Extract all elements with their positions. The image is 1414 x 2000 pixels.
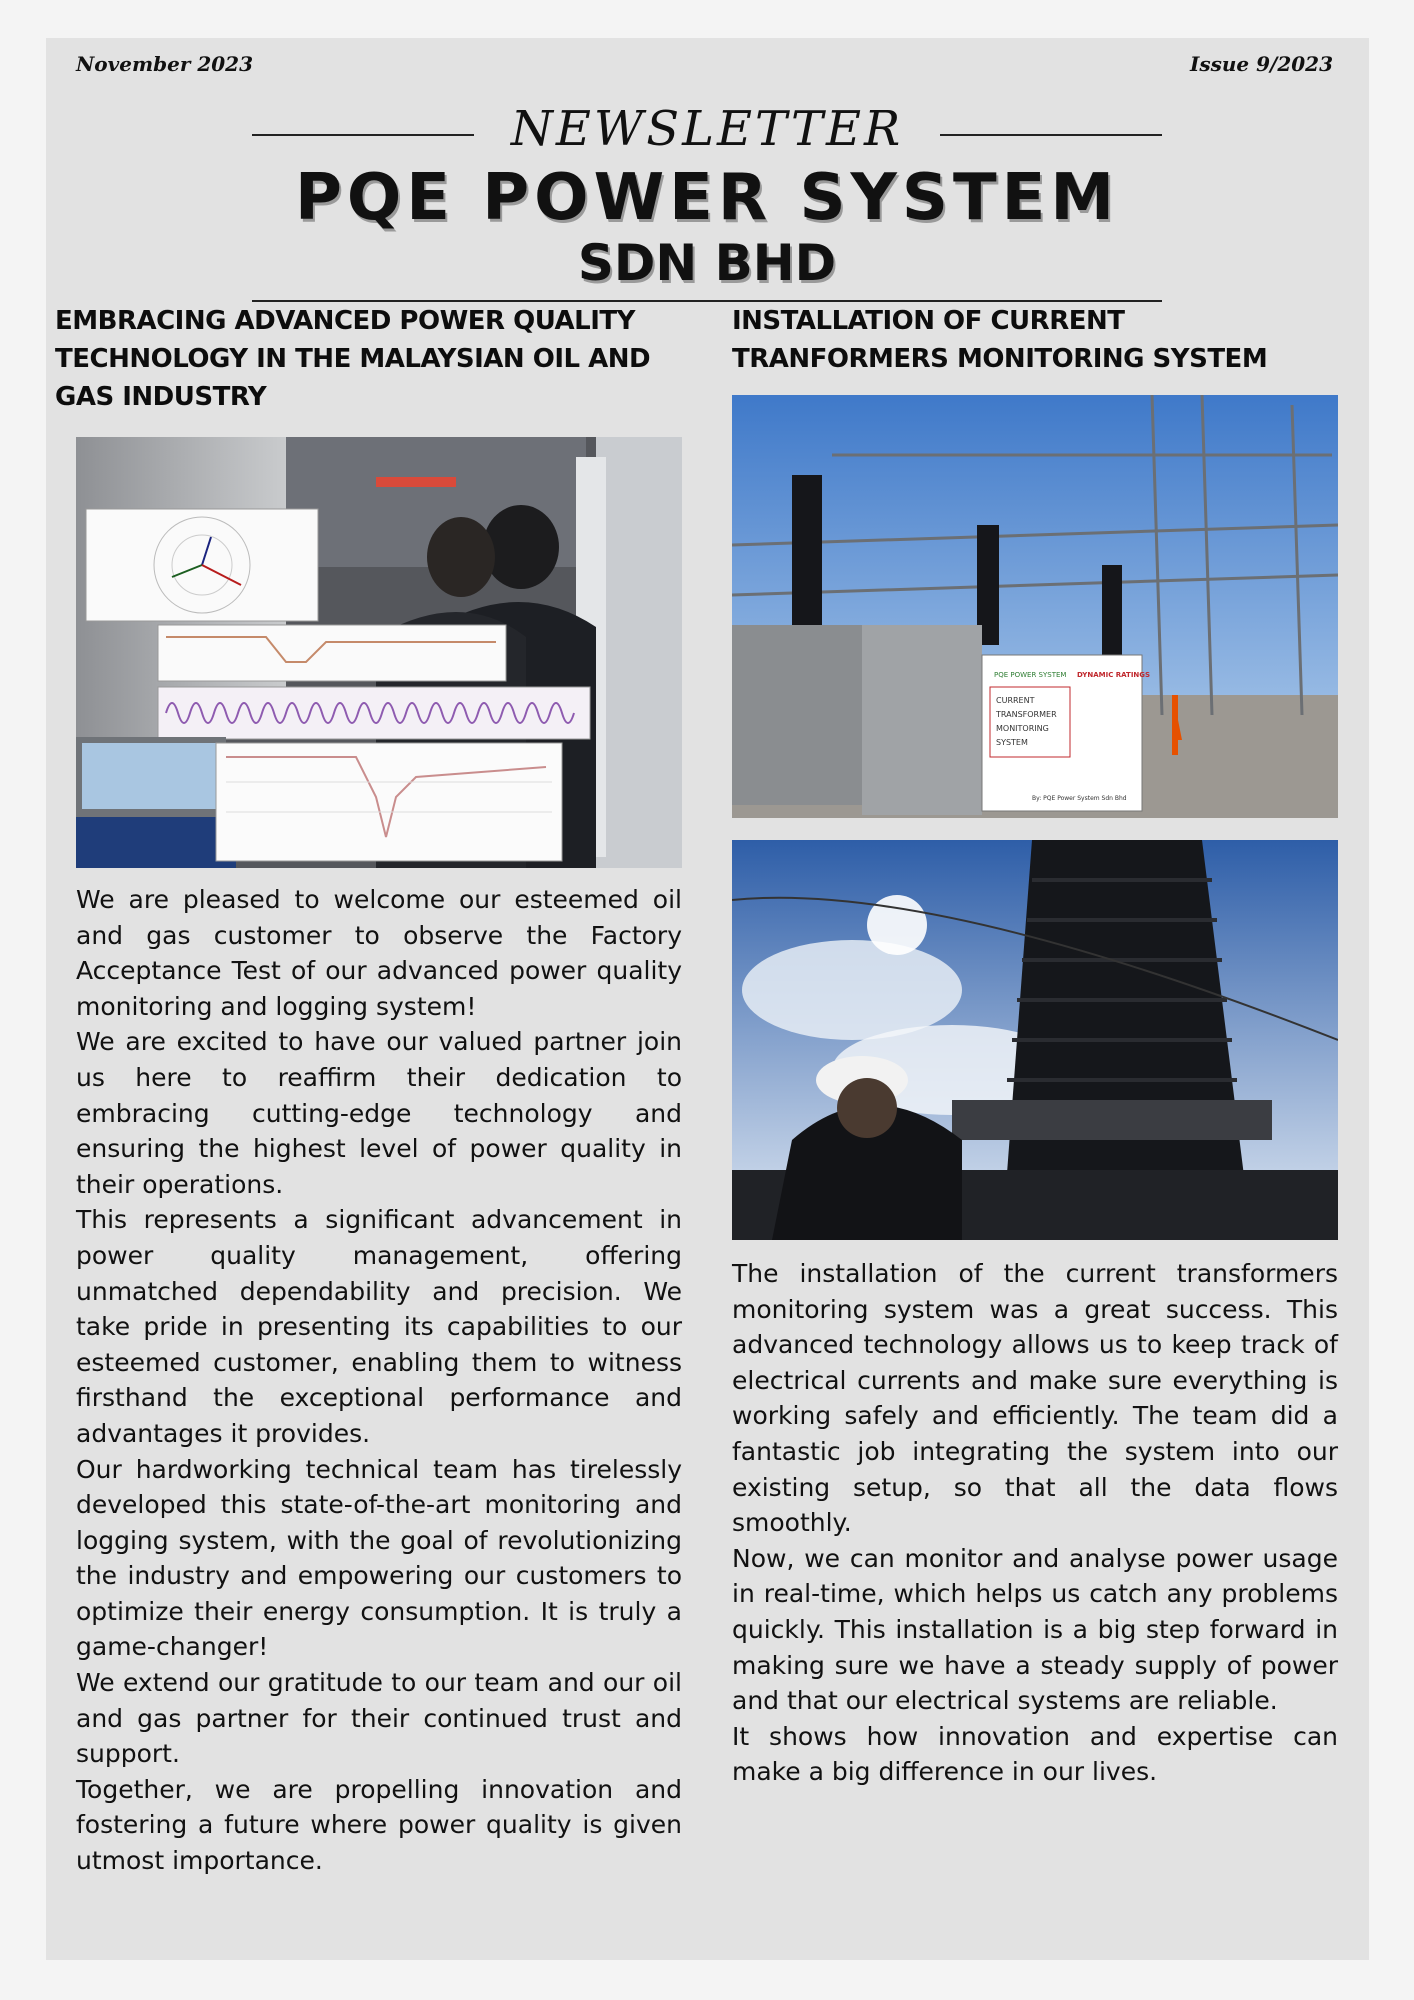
left-paragraph: We are excited to have our valued partner join us here to reaffirm their dedication to embracing cutting-edge technology and ensuring the highest level of power quality in their operations. [76,1027,682,1199]
fat-collage-illustration [76,437,682,868]
newsletter-kicker-row [252,102,1162,156]
kicker-rule-right [940,134,1162,136]
substation-installation-photo [732,395,1338,818]
company-suffix: SDN BHD [577,234,837,292]
sign-brand-right: DYNAMIC RATINGS [1077,671,1151,679]
technician-installation-photo [732,840,1338,1240]
kicker-rule-left [252,134,474,136]
right-paragraph: It shows how innovation and expertise can make a big difference in our lives. [732,1721,1338,1787]
left-paragraph: We are pleased to welcome our esteemed oil and gas customer to observe the Factory Acceptance Test of our advanced power quality monitoring and logging system! [76,885,682,1021]
left-article-body [76,882,682,1879]
issue-number: Issue 9/2023 [1190,52,1333,76]
substation-illustration [732,395,1338,818]
newsletter-kicker: NEWSLETTER [510,101,904,157]
masthead [252,102,1162,302]
left-paragraph: Our hardworking technical team has tirelessly developed this state-of-the-art monitoring and logging system, with the goal of revolutionizing the industry and empowering our customers to optimize their energy consumption. It is truly a game-changer! [76,1454,682,1662]
company-name: PQE POWER SYSTEM [294,161,1120,235]
left-paragraph: This represents a significant advancement in power quality management, offering unmatched dependability and precision. We take pride in presenting its capabilities to our esteemed customer, enabling them to witness firsthand the exceptional performance and advantages it provides. [76,1205,682,1448]
sign-line: SYSTEM [996,738,1028,747]
sign-line: TRANSFORMER [996,710,1057,719]
technician-illustration [732,840,1338,1240]
right-paragraph: The installation of the current transformers monitoring system was a great success. This advanced technology allows us to keep track of electrical currents and make sure everything is working safely and efficiently. The team did a fantastic job integrating the system into our existing setup, so that all the data flows smoothly. [732,1259,1338,1538]
ctms-sign [982,655,1150,811]
left-article-title: EMBRACING ADVANCED POWER QUALITY TECHNOLOGY IN THE MALAYSIAN OIL AND GAS INDUSTRY [55,306,651,412]
left-paragraph: Together, we are propelling innovation and fostering a future where power quality is given utmost importance. [76,1774,682,1876]
sign-brand-left: PQE POWER SYSTEM [994,671,1067,679]
sign-line: CURRENT [996,696,1035,705]
factory-acceptance-test-photo [76,437,682,868]
sign-line: MONITORING [996,724,1049,733]
right-article-body [732,1256,1338,1790]
right-article-title: INSTALLATION OF CURRENT TRANFORMERS MONITORING SYSTEM [732,306,1268,374]
sign-footer: By: PQE Power System Sdn Bhd [1032,795,1127,802]
right-paragraph: Now, we can monitor and analyse power usage in real-time, which helps us catch any problems quickly. This installation is a big step forward in making sure we have a steady supply of power and that our electrical systems are reliable. [732,1543,1338,1716]
left-paragraph: We extend our gratitude to our team and our oil and gas partner for their continued trust and support. [76,1668,682,1769]
issue-date: November 2023 [76,52,254,76]
